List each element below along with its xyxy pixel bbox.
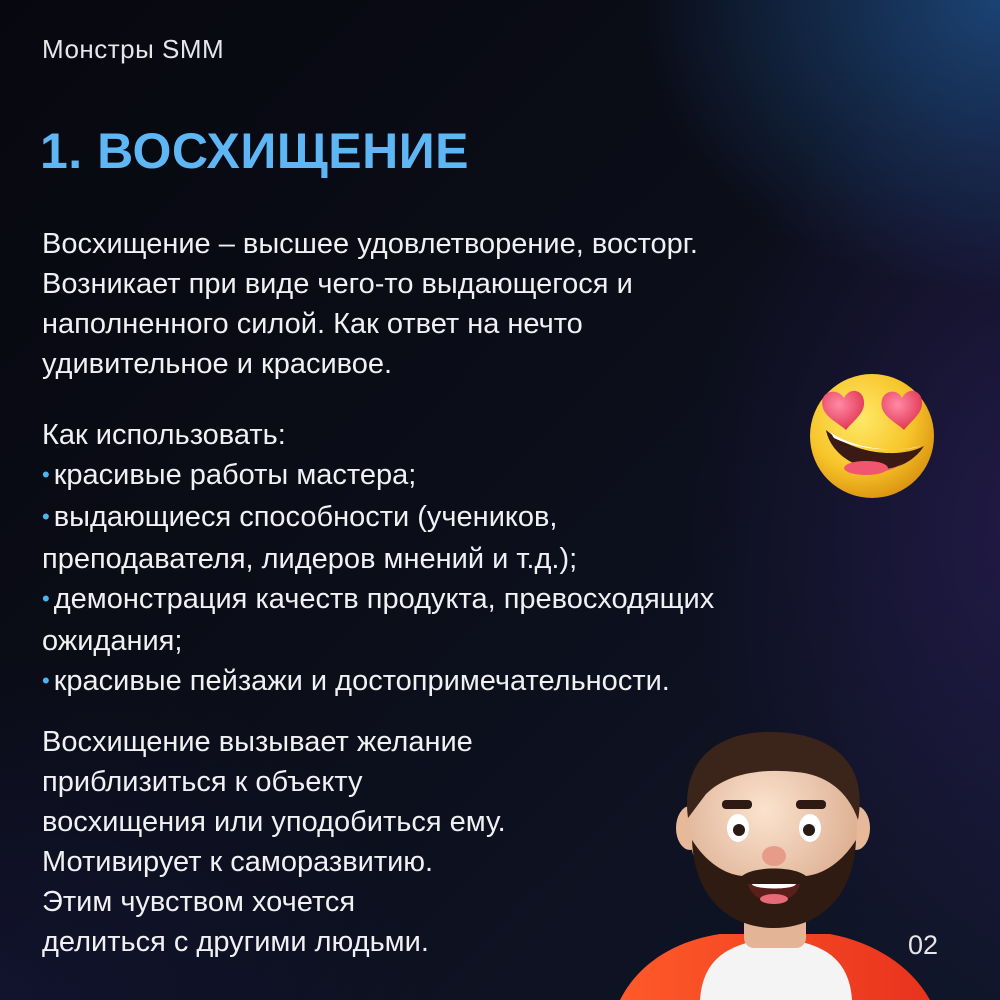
usage-bullet-item [42, 455, 714, 497]
usage-heading: Как использовать: [42, 419, 286, 451]
page-number: 02 [907, 930, 938, 960]
usage-bullet-item [42, 579, 714, 621]
bullet-dot-icon: • [42, 668, 50, 693]
usage-item-text: выдающиеся способности (учеников, [53, 501, 558, 533]
usage-bullet-item [42, 497, 714, 539]
bullet-dot-icon: • [42, 462, 50, 487]
bullet-dot-icon: • [42, 504, 50, 529]
bearded-man-character-icon [610, 728, 940, 1000]
intro-line: наполненного силой. Как ответ на нечто [42, 308, 583, 340]
usage-block [42, 415, 714, 703]
heart-eyes-emoji-icon [806, 368, 942, 504]
outro-line: Восхищение вызывает желание [42, 726, 473, 758]
outro-line: делиться с другими людьми. [42, 926, 429, 958]
outro-line: Мотивирует к саморазвитию. [42, 846, 434, 878]
intro-line: Возникает при виде чего-то выдающегося и [42, 268, 633, 300]
outro-line: Этим чувством хочется [42, 886, 356, 918]
bullet-dot-icon: • [42, 586, 50, 611]
intro-line: удивительное и красивое. [42, 348, 393, 380]
usage-continuation-line: ожидания; [42, 625, 183, 657]
outro-paragraph [42, 722, 506, 962]
page-title: 1. ВОСХИЩЕНИЕ [40, 123, 470, 179]
usage-item-text: демонстрация качеств продукта, превосходящих [53, 583, 715, 615]
outro-line: восхищения или уподобиться ему. [42, 806, 506, 838]
usage-bullet-item [42, 661, 714, 703]
usage-continuation-line: преподавателя, лидеров мнений и т.д.); [42, 543, 578, 575]
usage-item-text: красивые пейзажи и достопримечательности. [53, 665, 670, 697]
outro-line: приблизиться к объекту [42, 766, 363, 798]
usage-item-text: красивые работы мастера; [53, 459, 417, 491]
intro-line: Восхищение – высшее удовлетворение, восторг. [42, 228, 698, 260]
intro-paragraph [42, 224, 698, 384]
brand-label: Монстры SMM [42, 34, 225, 64]
